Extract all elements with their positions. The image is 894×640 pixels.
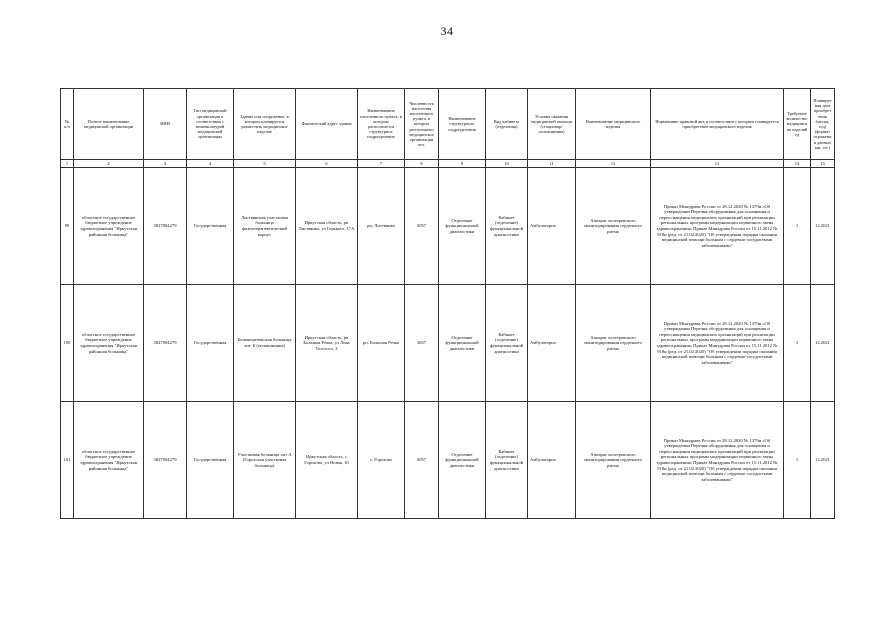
column-number: 1 — [61, 160, 74, 168]
header-cell-address: Фактический адрес здания — [296, 89, 358, 160]
care-conditions: Амбулаторно — [528, 168, 576, 285]
medical-device: Аппарат холтеровского мониторирования сердечного ритма — [576, 285, 651, 402]
planned-date: 12.2021 — [811, 402, 835, 519]
row-number: 99 — [61, 168, 74, 285]
header-cell-type: Тип медицинской организации в соответствии с номенклатурой медицинской организации — [187, 89, 234, 160]
column-number: 5 — [234, 160, 296, 168]
structural-unit: Отделение функциональной диагностики — [439, 402, 486, 519]
population: 3657 — [405, 285, 439, 402]
organization-name: областное государственное бюджетное учреждение здравоохранения "Иркутская районная больница" — [74, 168, 144, 285]
column-number: 9 — [439, 160, 486, 168]
cabinet-type: Кабинет (отделение) функциональной диагностики — [486, 402, 528, 519]
device-quantity: 1 — [784, 168, 811, 285]
header-row — [61, 89, 835, 160]
inn: 3827004279 — [144, 402, 187, 519]
locality: рп. Большая Речка — [358, 285, 405, 402]
legal-act: Приказ Минздрава России от 28.12.2020 № 1379н «Об утверждении Перечня оборудования для оснащения и переоснащения медицинских организаций при реализации региональных программ модернизации первичного звена здравоохранения» Приказ Минздрава России от 15.11.2012 № 918н (ред. от 21.02.2020) "Об утверждении порядка оказания медицинской помощи больным с сердечно-сосудистыми заболеваниями" — [651, 285, 784, 402]
table-row — [61, 168, 835, 285]
row-number: 100 — [61, 285, 74, 402]
table-row — [61, 285, 835, 402]
medical-device: Аппарат холтеровского мониторирования сердечного ритма — [576, 168, 651, 285]
column-number: 10 — [486, 160, 528, 168]
organization-type: Государственная — [187, 285, 234, 402]
inn: 3827004279 — [144, 168, 187, 285]
column-number: 8 — [405, 160, 439, 168]
header-cell-inn: ИНН — [144, 89, 187, 160]
column-number: 12 — [576, 160, 651, 168]
column-number: 13 — [651, 160, 784, 168]
care-conditions: Амбулаторно — [528, 402, 576, 519]
header-cell-legal: Нормативно-правовой акт, в соответствии с которым планируется приобретение медицинского изделия — [651, 89, 784, 160]
medical-device: Аппарат холтеровского мониторирования сердечного ритма — [576, 402, 651, 519]
header-cell-quantity: Требуемое количество медицинских изделий ед — [784, 89, 811, 160]
legal-act: Приказ Минздрава России от 28.12.2020 № 1379н «Об утверждении Перечня оборудования для оснащения и переоснащения медицинских организаций при реализации региональных программ модернизации первичного звена здравоохранения» Приказ Минздрава России от 15.11.2012 № 918н (ред. от 21.02.2020) "Об утверждении порядка оказания медицинской помощи больным с сердечно-сосудистыми заболеваниями" — [651, 168, 784, 285]
building-address: Иркутская область, рп Листвянка, ул Горького, 17А — [296, 168, 358, 285]
page-number: 34 — [440, 24, 454, 38]
device-quantity: 1 — [784, 285, 811, 402]
building: Участковая больница лит А (Горохская участковая больница) — [234, 402, 296, 519]
device-quantity: 1 — [784, 402, 811, 519]
header-cell-org: Полное наименование медицинской организации — [74, 89, 144, 160]
column-number: 3 — [144, 160, 187, 168]
column-number: 2 — [74, 160, 144, 168]
organization-name: областное государственное бюджетное учреждение здравоохранения "Иркутская районная больница" — [74, 285, 144, 402]
table-row — [61, 402, 835, 519]
column-number: 7 — [358, 160, 405, 168]
header-cell-building: Здание или сооружение, в котором планируется разместить медицинское изделие — [234, 89, 296, 160]
population: 3057 — [405, 402, 439, 519]
column-number-row — [61, 160, 835, 168]
header-cell-date: Планируемая дата приобретения (месяц, год) (формат отражения данных мм. ггг.) — [811, 89, 835, 160]
column-number: 4 — [187, 160, 234, 168]
header-cell-locality: Наименование населенного пункта, в котором располагается структурное подразделение — [358, 89, 405, 160]
building: Большереченская больница лит. Б (поликлиника) — [234, 285, 296, 402]
header-cell-num: № п/п — [61, 89, 74, 160]
column-number: 6 — [296, 160, 358, 168]
header-cell-unit: Наименование структурного подразделения — [439, 89, 486, 160]
column-number: 11 — [528, 160, 576, 168]
cabinet-type: Кабинет (отделение) функциональной диагностики — [486, 168, 528, 285]
planned-date: 12.2021 — [811, 285, 835, 402]
header-cell-device: Наименование медицинского изделия — [576, 89, 651, 160]
building: Листвянская участковая больница физиотерапевтический корпус — [234, 168, 296, 285]
building-address: Иркутская область, с Горохово, ул Новая, 10 — [296, 402, 358, 519]
care-conditions: Амбулаторно — [528, 285, 576, 402]
header-cell-population: Численность населения населенного пункта, в котором расположено медицинское организации чел. — [405, 89, 439, 160]
inn: 3827004279 — [144, 285, 187, 402]
cabinet-type: Кабинет (отделение) функциональной диагностики — [486, 285, 528, 402]
organization-name: областное государственное бюджетное учреждение здравоохранения "Иркутская районная больница" — [74, 402, 144, 519]
population: 3057 — [405, 168, 439, 285]
building-address: Иркутская область, рп Большая Речка, ул Льва Толстого, 3 — [296, 285, 358, 402]
equipment-register-table — [60, 88, 835, 519]
header-cell-cabinet: Вид кабинета (отделения) — [486, 89, 528, 160]
structural-unit: Отделение функциональной диагностики — [439, 285, 486, 402]
legal-act: Приказ Минздрава России от 28.12.2020 № 1379н «Об утверждении Перечня оборудования для оснащения и переоснащения медицинских организаций при реализации региональных программ модернизации первичного звена здравоохранения» Приказ Минздрава России от 15.11.2012 № 918н (ред. от 21.02.2020) "Об утверждении порядка оказания медицинской помощи больным с сердечно-сосудистыми заболеваниями" — [651, 402, 784, 519]
planned-date: 12.2021 — [811, 168, 835, 285]
locality: с. Горохово — [358, 402, 405, 519]
column-number: 15 — [811, 160, 835, 168]
locality: рп. Листвянка — [358, 168, 405, 285]
column-number: 14 — [784, 160, 811, 168]
organization-type: Государственная — [187, 402, 234, 519]
header-cell-conditions: Условия оказания медицинской помощи (стационар/поликлиника) — [528, 89, 576, 160]
structural-unit: Отделение функциональной диагностики — [439, 168, 486, 285]
row-number: 101 — [61, 402, 74, 519]
organization-type: Государственная — [187, 168, 234, 285]
